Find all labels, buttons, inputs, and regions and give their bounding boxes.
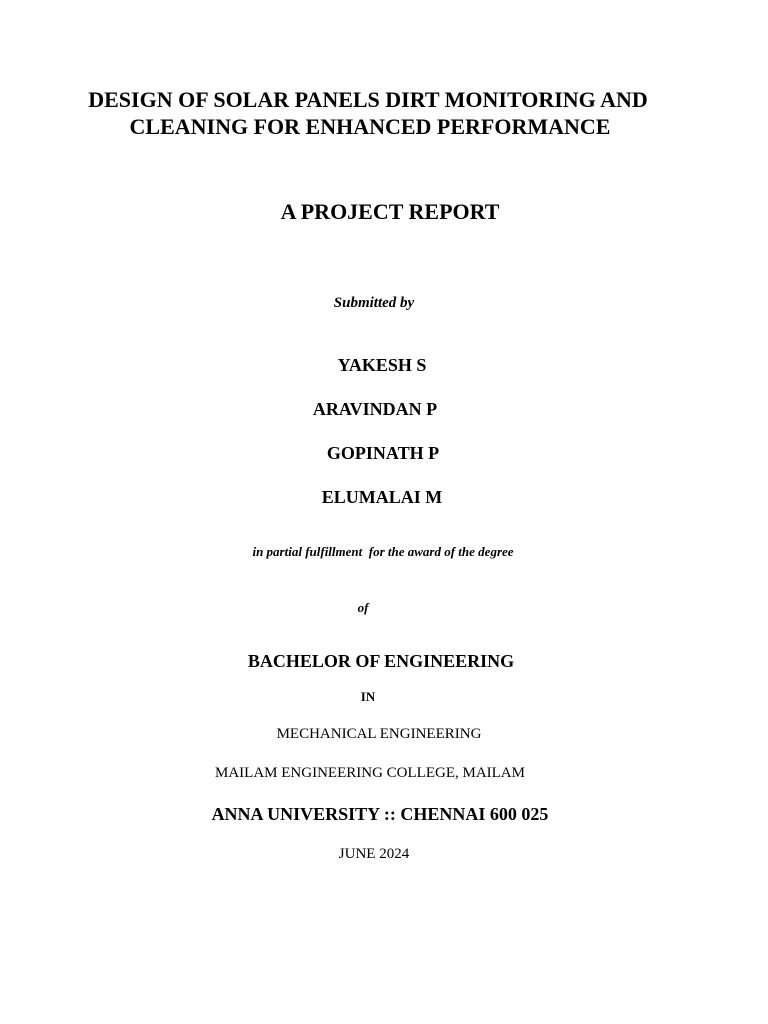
university: ANNA UNIVERSITY :: CHENNAI 600 025	[211, 804, 549, 824]
fulfillment-text: in partial fulfillment for the award of the degree	[252, 544, 514, 559]
college: MAILAM ENGINEERING COLLEGE, MAILAM	[215, 765, 525, 781]
author-3: GOPINATH P	[326, 443, 440, 463]
author-1: YAKESH S	[337, 355, 427, 375]
in-text: IN	[360, 689, 376, 704]
date: JUNE 2024	[338, 846, 410, 862]
title-line-1: DESIGN OF SOLAR PANELS DIRT MONITORING AND	[88, 87, 648, 112]
submitted-by-label: Submitted by	[333, 295, 415, 311]
degree: BACHELOR OF ENGINEERING	[247, 651, 515, 671]
department: MECHANICAL ENGINEERING	[276, 726, 482, 742]
author-2: ARAVINDAN P	[312, 399, 438, 419]
title-line-2: CLEANING FOR ENHANCED PERFORMANCE	[129, 114, 611, 139]
author-4: ELUMALAI M	[321, 487, 443, 507]
report-type: A PROJECT REPORT	[280, 199, 500, 224]
of-text: of	[357, 600, 369, 615]
